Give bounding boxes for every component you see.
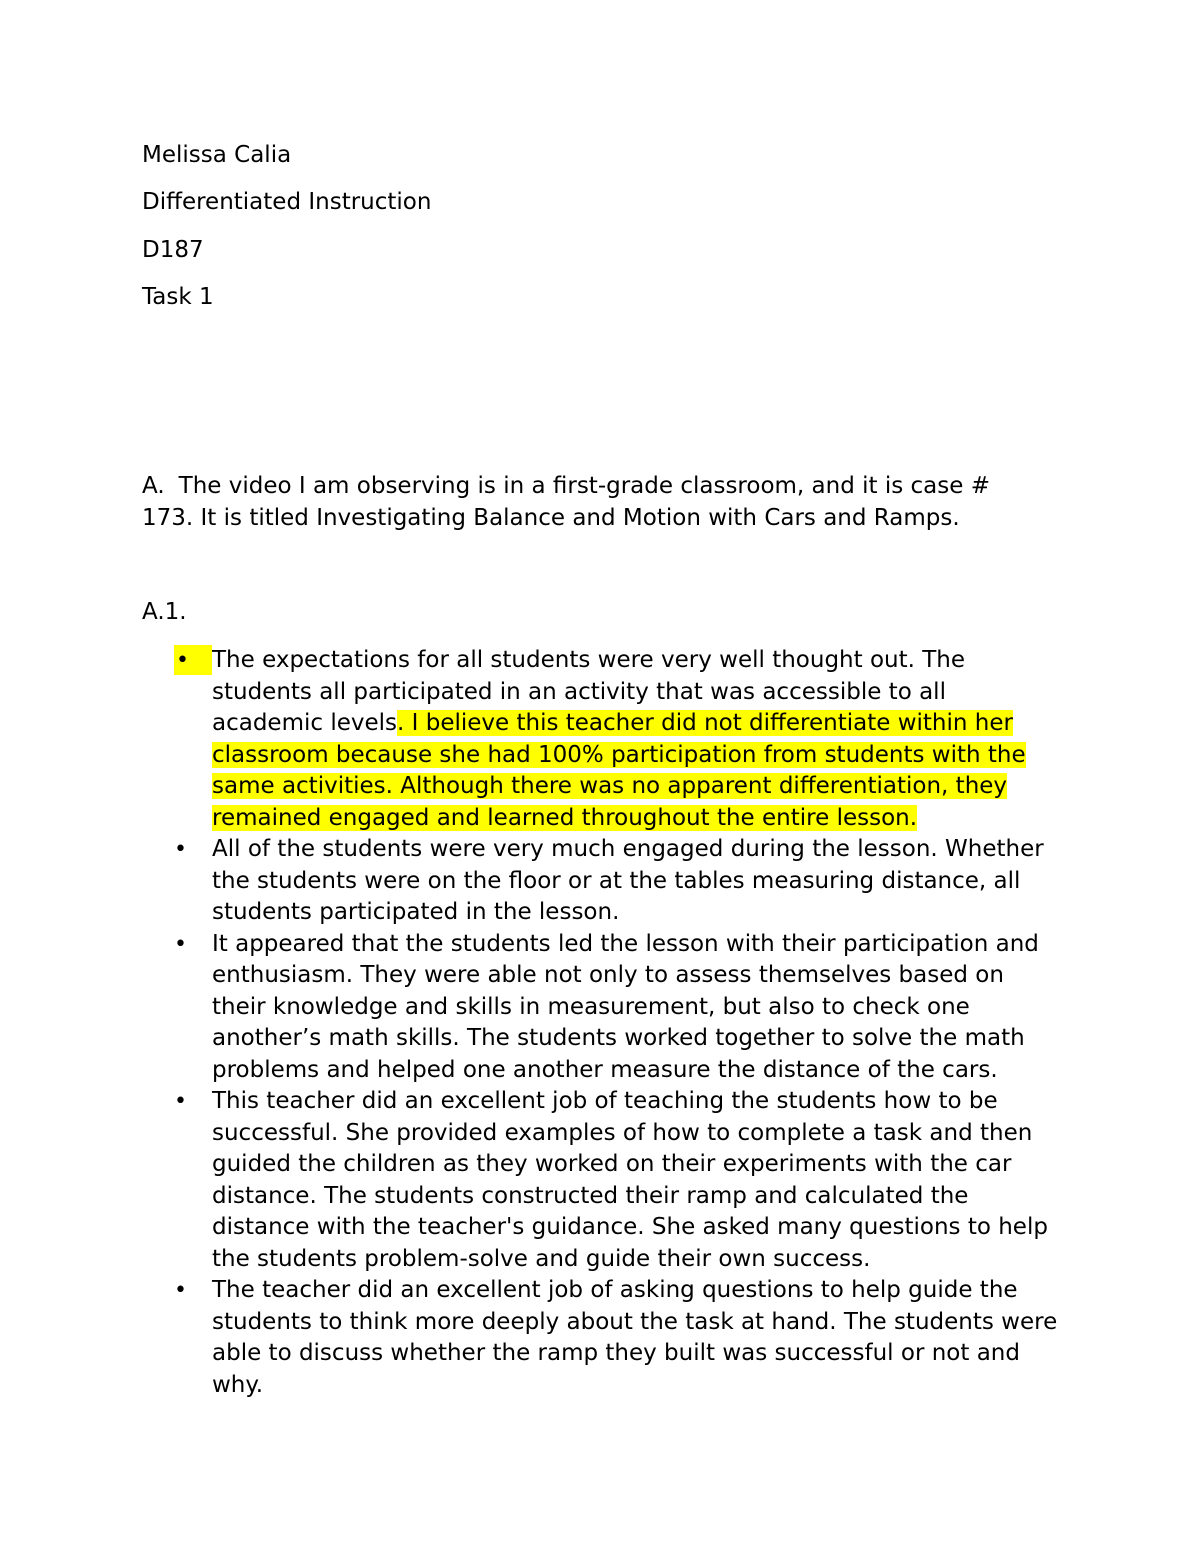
section-a-paragraph <box>142 471 1042 534</box>
bullet-text: The teacher did an excellent job of asking questions to help guide the students to think more deeply about the task at hand. The students were able to discuss whether the ramp they built was successful or not and why. <box>212 1277 1058 1398</box>
course-code: D187 <box>142 237 204 263</box>
section-a-text: The video I am observing is in a first-grade classroom, and it is case # 173. It is titled Investigating Balance and Motion with Cars and Ramps. <box>142 473 990 531</box>
bullet-icon: • <box>174 837 187 862</box>
highlighted-text: . I believe this teacher did not differentiate within her classroom because she had 100% participation from students with the same activities. Although there was no apparent differentiation, they remained engaged and learned throughout the entire lesson. <box>212 710 1026 831</box>
observation-bullet-list <box>142 645 1062 1401</box>
section-a1-label: A.1. <box>142 599 187 625</box>
task-label: Task 1 <box>142 284 214 310</box>
list-item <box>142 645 1062 834</box>
bullet-icon: • <box>174 931 187 957</box>
bullet-icon: • <box>174 1278 187 1303</box>
bullet-text: The expectations for all students were very well thought out. The students all participated in an activity that was accessible to all academic levels <box>212 647 966 736</box>
list-item <box>142 1275 1062 1401</box>
bullet-icon: • <box>174 1089 187 1114</box>
bullet-text: All of the students were very much engaged during the lesson. Whether the students were on the floor or at the tables measuring distance, all students participated in the lesson. <box>212 836 1044 925</box>
bullet-text: It appeared that the students led the lesson with their participation and enthusiasm. They were able not only to assess themselves based on their knowledge and skills in measurement, but also to check one another’s math skills. The students worked together to solve the math problems and helped one another measure the distance of the cars. <box>212 930 1039 1083</box>
list-item <box>142 834 1062 929</box>
list-item <box>142 929 1062 1087</box>
author-name: Melissa Calia <box>142 142 292 168</box>
section-a-label: A. <box>142 473 165 499</box>
bullet-icon: • <box>174 645 212 675</box>
bullet-text: This teacher did an excellent job of teaching the students how to be successful. She provided examples of how to complete a task and then guided the children as they worked on their experiments with the car distance. The students constructed their ramp and calculated the distance with the teacher's guidance. She asked many questions to help the students problem-solve and guide their own success. <box>212 1088 1048 1272</box>
list-item <box>142 1086 1062 1275</box>
course-title: Differentiated Instruction <box>142 189 432 215</box>
